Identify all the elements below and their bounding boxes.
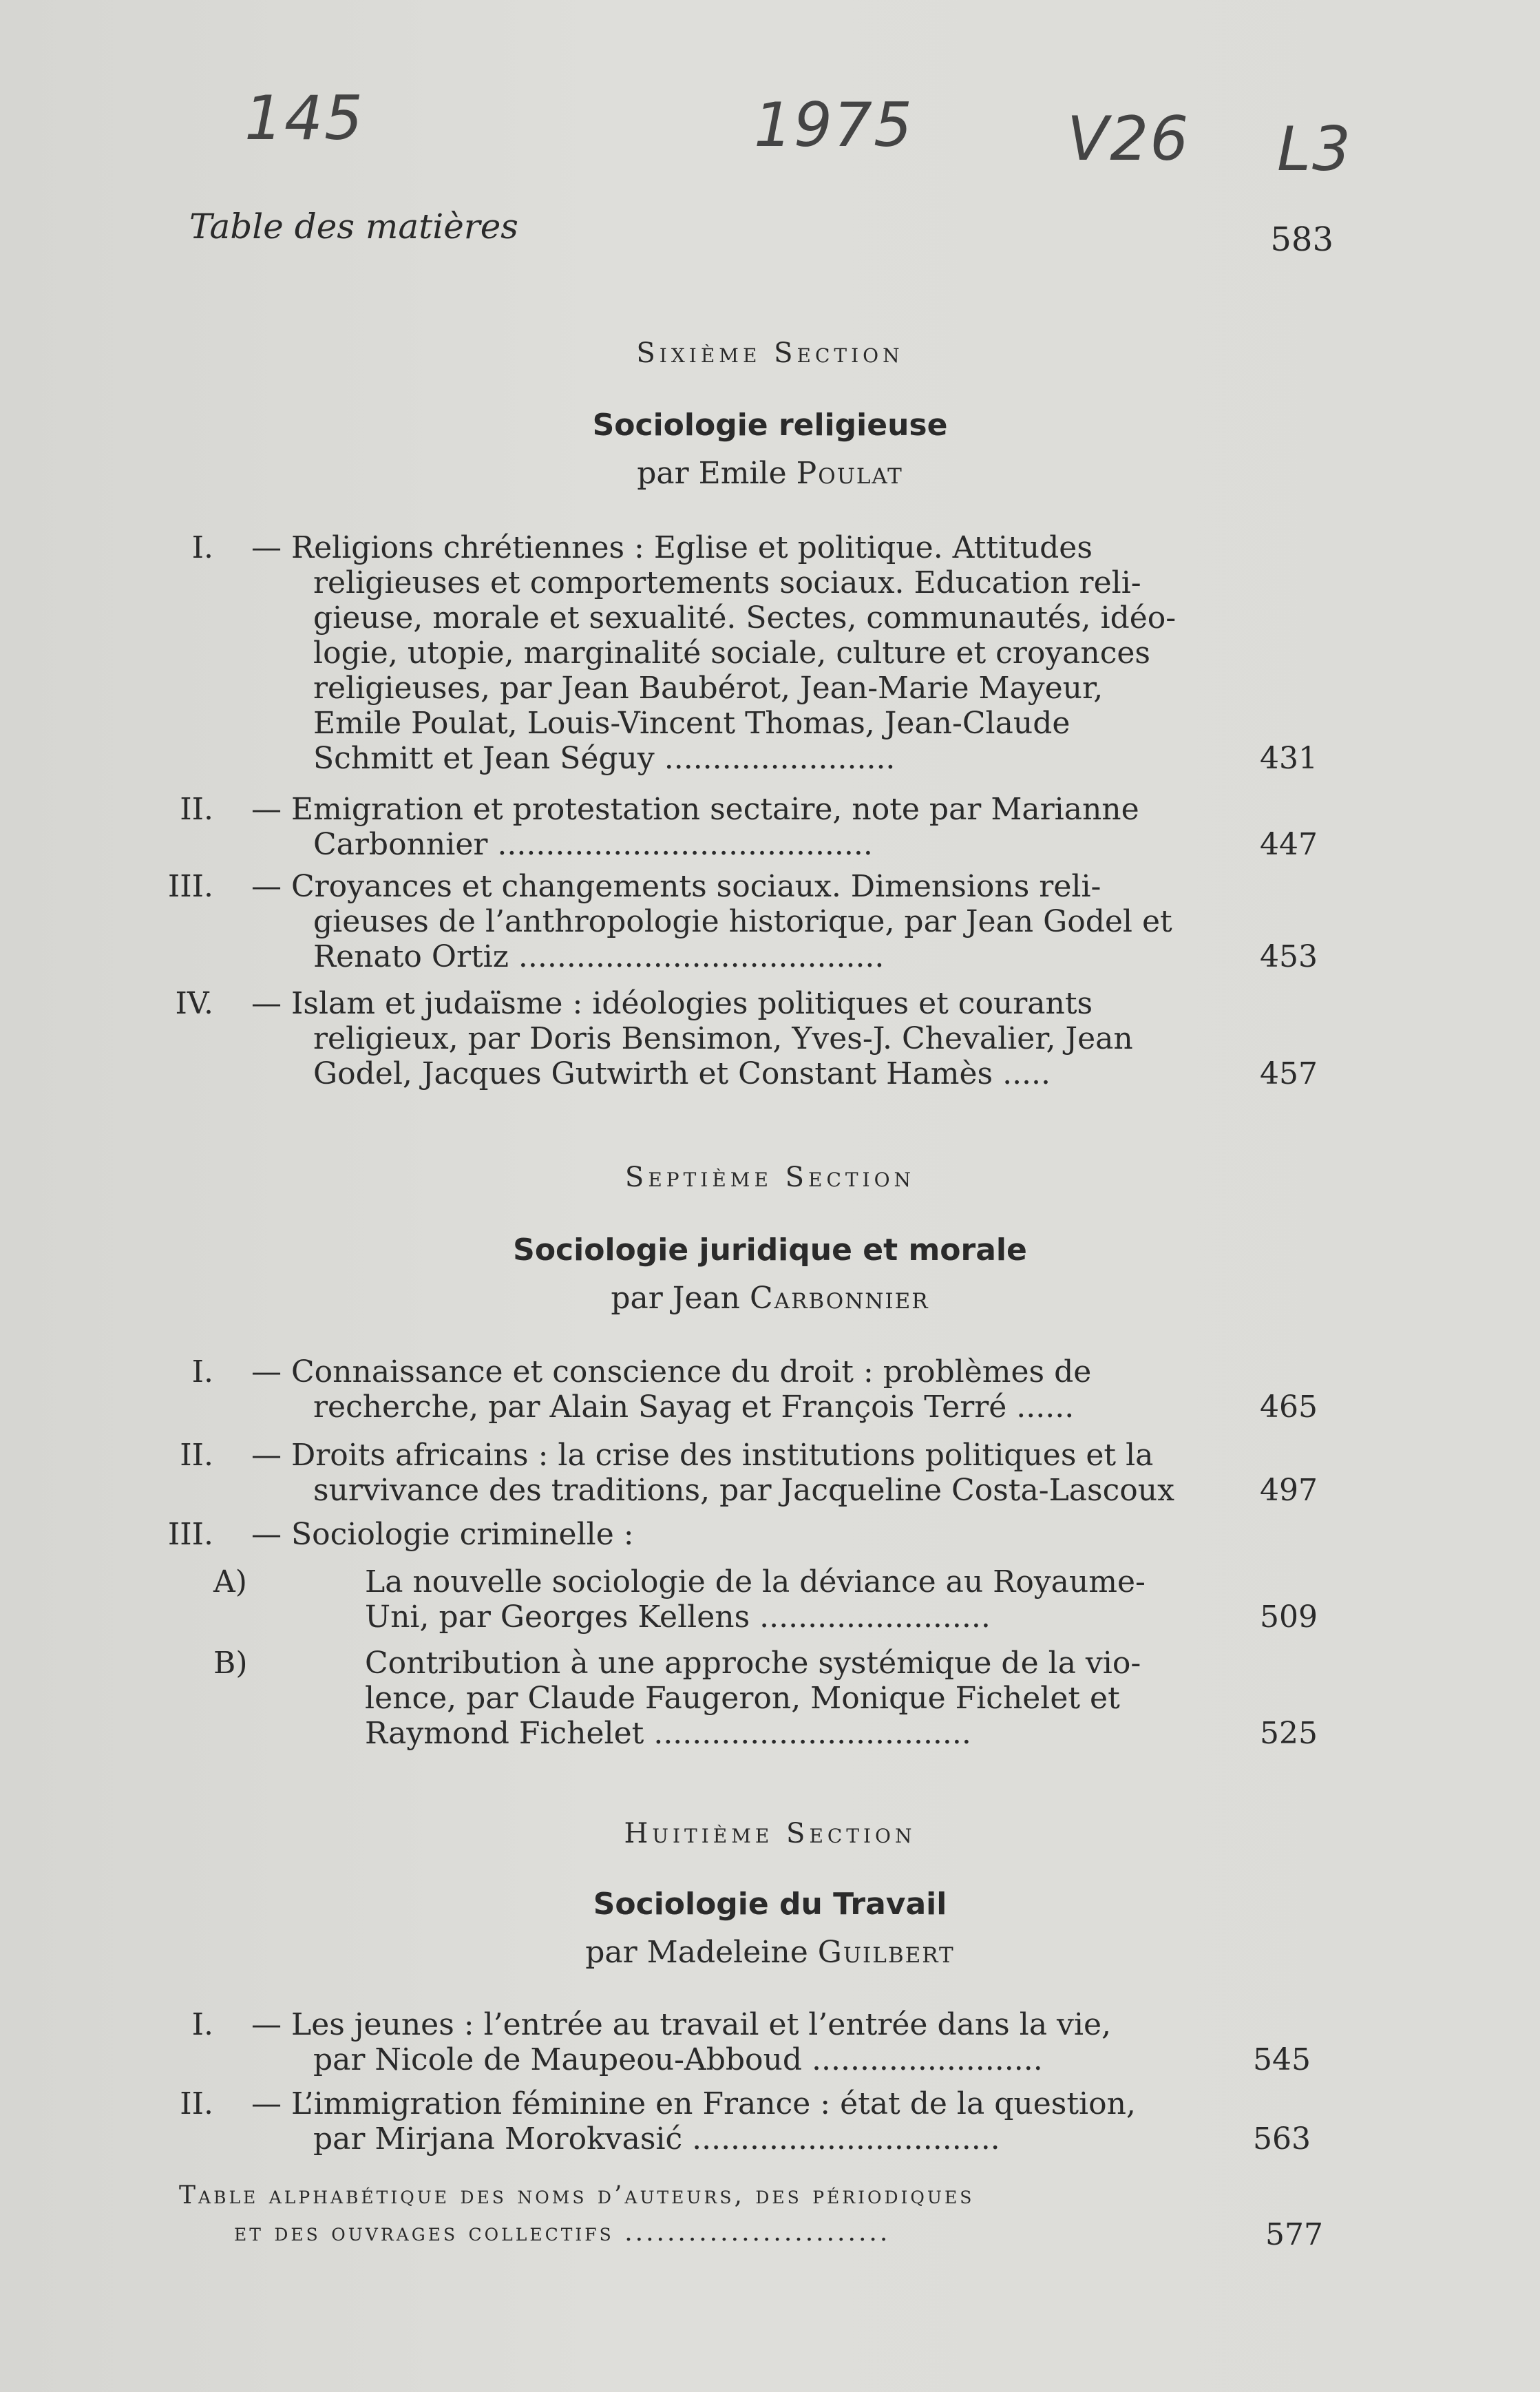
entry-page: 465 [1260,1389,1318,1425]
author-name: Poulat [796,456,903,491]
entry-page: 563 [1253,2121,1311,2157]
handwritten-note-1: 145 [244,83,364,154]
entry-line: par Mirjana Morokvasić ................................ [313,2121,1000,2157]
entry-page: 525 [1260,1716,1318,1751]
entry-number: III. [167,869,213,904]
entry-line: Godel, Jacques Gutwirth et Constant Hamès ..... [313,1056,1051,1091]
entry-page: 509 [1260,1599,1318,1635]
section-title: Sociologie religieuse [592,408,948,443]
entry-line: — Croyances et changements sociaux. Dimensions reli- [251,869,1101,904]
entry-number: I. [191,2007,213,2042]
entry-page: 497 [1260,1473,1318,1508]
entry-line: religieuses, par Jean Baubérot, Jean-Marie Mayeur, [313,671,1104,706]
entry-line: religieux, par Doris Bensimon, Yves-J. Chevalier, Jean [313,1021,1133,1056]
entry-line: recherche, par Alain Sayag et François Terré ...... [313,1389,1075,1425]
entry-number: II. [180,1438,213,1473]
entry-line: — Religions chrétiennes : Eglise et politique. Attitudes [251,530,1093,565]
entry-line: — Les jeunes : l’entrée au travail et l’entrée dans la vie, [251,2007,1111,2042]
entry-number: I. [191,1354,213,1389]
page-number: 583 [1270,220,1333,259]
entry-line: par Nicole de Maupeou-Abboud ........................ [313,2042,1043,2077]
entry-number: B) [213,1646,248,1681]
entry-line: survivance des traditions, par Jacqueline Costa-Lascoux [313,1473,1174,1508]
entry-line: Raymond Fichelet ................................. [365,1716,971,1751]
entry-line: Schmitt et Jean Séguy ........................ [313,741,896,776]
entry-line: Carbonnier ....................................... [313,827,873,862]
entry-number: IV. [175,986,213,1021]
entry-line: Emile Poulat, Louis-Vincent Thomas, Jean-Claude [313,706,1070,741]
author-prefix: par Jean [611,1281,741,1316]
author-name: Carbonnier [750,1281,929,1316]
entry-page: 545 [1253,2042,1311,2077]
entry-line: — Islam et judaïsme : idéologies politiques et courants [251,986,1093,1021]
entry-line: — L’immigration féminine en France : état de la question, [251,2086,1136,2121]
entry-line: La nouvelle sociologie de la déviance au Royaume- [365,1564,1146,1599]
entry-line: gieuse, morale et sexualité. Sectes, communautés, idéo- [313,600,1177,636]
entry-number: II. [180,2086,213,2121]
entry-number: III. [167,1517,213,1552]
entry-line: — Connaissance et conscience du droit : problèmes de [251,1354,1092,1389]
entry-line: logie, utopie, marginalité sociale, culture et croyances [313,636,1151,671]
author-prefix: par Emile [637,456,787,491]
entry-line: religieuses et comportements sociaux. Education reli- [313,565,1141,600]
section-author [0,1935,1540,1970]
section-label: Sixième Section [636,337,904,369]
entry-line: — Droits africains : la crise des institutions politiques et la [251,1438,1154,1473]
entry-page: 457 [1260,1056,1318,1091]
entry-line: — Sociologie criminelle : [251,1517,634,1552]
section-label: Huitième Section [624,1818,916,1849]
section-title: Sociologie juridique et morale [513,1232,1027,1268]
entry-line: lence, par Claude Faugeron, Monique Fichelet et [365,1681,1120,1716]
index-line-2: et des ouvrages collectifs ......................... [234,2218,891,2247]
entry-number: I. [191,530,213,565]
author-name: Guilbert [817,1935,955,1970]
entry-page: 447 [1260,827,1318,862]
section-title: Sociologie du Travail [593,1887,947,1922]
entry-page: 431 [1260,741,1318,776]
entry-line: Contribution à une approche systémique de la vio- [365,1646,1141,1681]
handwritten-note-4: L3 [1277,114,1353,185]
entry-line: Renato Ortiz ...................................... [313,939,885,974]
section-author [0,1281,1540,1316]
index-line-1: Table alphabétique des noms d’auteurs, des périodiques [179,2181,975,2210]
entry-line: Uni, par Georges Kellens ........................ [365,1599,991,1635]
running-title: Table des matières [189,207,518,246]
entry-line: gieuses de l’anthropologie historique, par Jean Godel et [313,904,1172,939]
entry-number: A) [213,1564,247,1599]
section-label: Septième Section [624,1162,916,1193]
index-page: 577 [1265,2217,1323,2252]
entry-number: II. [180,792,213,827]
author-prefix: par Madeleine [585,1935,808,1970]
section-author [0,456,1540,491]
handwritten-note-3: V26 [1067,103,1190,174]
entry-line: — Emigration et protestation sectaire, note par Marianne [251,792,1139,827]
handwritten-note-2: 1975 [754,90,914,160]
entry-page: 453 [1260,939,1318,974]
